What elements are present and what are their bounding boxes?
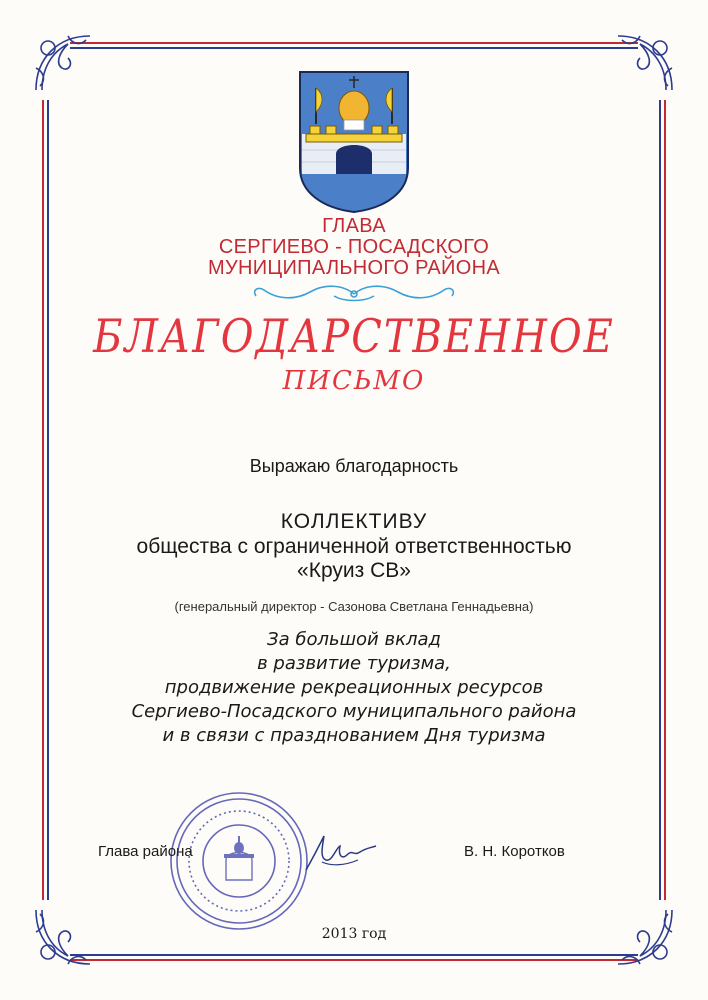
header-line-3: МУНИЦИПАЛЬНОГО РАЙОНА	[208, 257, 500, 279]
recipient-director: (генеральный директор - Сазонова Светлана Геннадьевна)	[174, 599, 534, 614]
official-stamp-icon	[168, 790, 310, 932]
ornament-corner-top-right-icon	[610, 28, 680, 98]
signature-icon	[300, 826, 380, 878]
frame-bottom-red	[70, 959, 638, 961]
ornament-corner-top-left-icon	[28, 28, 98, 98]
document-year: 2013 год	[321, 926, 387, 942]
reason-line-5: и в связи с празднованием Дня туризма	[162, 725, 546, 746]
frame-top-blue	[70, 47, 638, 49]
flourish-divider-icon	[250, 282, 458, 306]
document-title: БЛАГОДАРСТВЕННОЕ	[93, 310, 615, 364]
header-line-1: ГЛАВА	[322, 215, 386, 237]
intro-text: Выражаю благодарность	[249, 456, 459, 476]
signature-name: В. Н. Коротков	[464, 843, 565, 860]
reason-line-4: Сергиево-Посадского муниципального района	[131, 701, 577, 722]
signature-position: Глава района	[98, 843, 193, 860]
frame-bottom-blue	[70, 954, 638, 956]
reason-line-1: За большой вклад	[267, 629, 441, 650]
coat-of-arms-icon	[296, 68, 412, 214]
frame-top-red	[70, 42, 638, 44]
document-subtitle: ПИСЬМО	[282, 366, 426, 396]
recipient-heading: КОЛЛЕКТИВУ	[280, 510, 428, 533]
reason-line-3: продвижение рекреационных ресурсов	[164, 677, 544, 698]
recipient-org-name: «Круиз СВ»	[297, 559, 411, 582]
recipient-org-line: общества с ограниченной ответственностью	[136, 535, 572, 558]
header-line-2: СЕРГИЕВО - ПОСАДСКОГО	[218, 236, 490, 258]
reason-line-2: в развитие туризма,	[257, 653, 451, 674]
